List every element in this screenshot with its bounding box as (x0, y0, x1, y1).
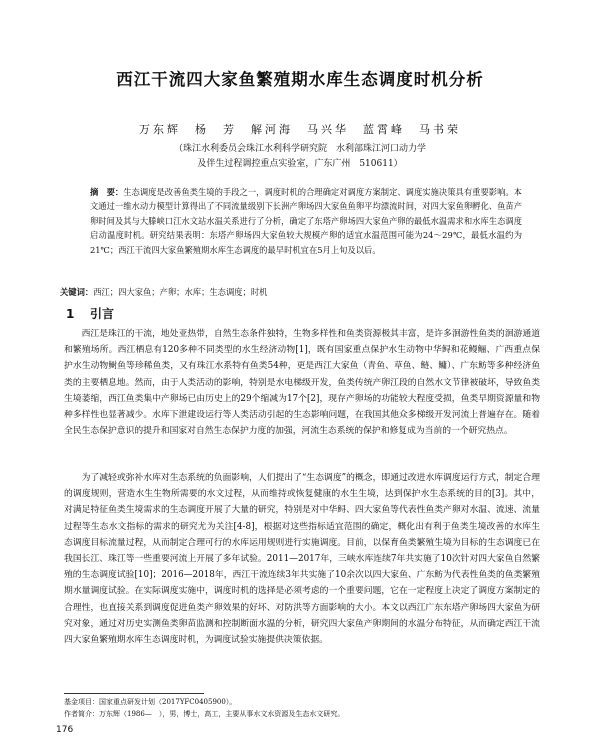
keywords-label: 关键词： (60, 287, 94, 297)
keywords-text: 西江；四大家鱼；产卵；水库；生态调度；时机 (93, 287, 268, 297)
section-number: 1 (66, 307, 75, 321)
keywords (60, 286, 540, 298)
page-number: 176 (56, 725, 74, 735)
footnote-author-bio: 作者简介：万东辉（1986— ），男，博士，高工，主要从事水文水资源及生态水文研究。 (64, 710, 345, 718)
body-paragraph-1: 西江是珠江的干流，地处亚热带，自然生态条件独特，生物多样性和鱼类资源极其丰富，是许多洄游性鱼类的洄游通道和繁殖场所。西江栖息有120多种不同类型的水生经济动物[1]，既有国家重点保护水生动物中华鲟和花鳗鲡、广西重点保护水生动物鲥鱼等珍稀鱼类，又有珠江水系特有鱼类54种，更是西江大家鱼（青鱼、草鱼、鲢、鳙）、广东鲂等多种经济鱼类的主要栖息地。然而，由于人类活动的影响，特别是水电梯级开发，鱼类传统产卵江段的自然水文节律被破坏，导致鱼类生境萎缩，西江鱼类集中产卵场已由历史上的29个缩减为17个[2]，现存产卵场的功能较大程度受损，鱼类早期资源量和物种多样性也显著减少。水库下泄建设运行等人类活动引起的生态影响问题，在我国其他众多梯级开发河流上普遍存在。随着全民生态保护意识的提升和国家对自然生态保护力度的加强，河流生态系统的保护和修复成为当前的一个研究热点。 (64, 329, 540, 437)
author-list: 万东辉 杨 芳 解河海 马兴华 蓝霄峰 马书荣 (139, 123, 461, 136)
body-paragraph-2: 为了减轻或弥补水库对生态系统的负面影响，人们提出了“生态调度”的概念，即通过改进水库调度运行方式，制定合理的调度规则，营造水生生物所需要的水文过程，从而维持或恢复健康的水生生境，达到保护水生态系统的目的[3]。其中，对满足特征鱼类生境需求的生态调度开展了大量的研究，特别是对中华鲟、四大家鱼等代表性鱼类产卵对水温、流速、流量过程等生态水文指标的需求的研究尤为关注[4-8]，根据对这些指标适宜范围的确定，概化出有利于鱼类生境改善的水库生态调度目标流量过程，从而制定合理可行的水库运用规则进行实施调度。目前，以保育鱼类繁殖生境为目标的生态调度已在我国长江、珠江等一些重要河流上开展了多年试验。2011—2017年，三峡水库连续7年共实施了10次针对四大家鱼自然繁殖的生态调度试验[10]；2016—2018年，西江干流连续3年共实施了10余次以四大家鱼、广东鲂为代表性鱼类的鱼类繁殖期水量调度试验。在实际调度实施中，调度时机的选择是必须考虑的一个重要问题，它在一定程度上决定了调度方案制定的合理性，也直接关系到调度促进鱼类产卵效果的好坏、对防洪等方面影响的大小。本文以西江广东东塔产卵场四大家鱼为研究对象，通过对历史实测鱼类卵苗监测和控制断面水温的分析，研究四大家鱼产卵期间的水温分布特征，从而确定西江干流四大家鱼繁殖期水库生态调度时机，为调度试验实施提供决策依据。 (64, 473, 540, 646)
footnote-funding: 基金项目：国家重点研发计划（2017YFC0405900）。 (64, 698, 237, 706)
abstract-label: 摘 要： (90, 187, 124, 197)
footnote-divider (64, 693, 204, 694)
affiliation-line-1: （珠江水利委员会珠江水利科学研究院 水利部珠江河口动力学 (173, 144, 426, 154)
section-title: 引言 (90, 307, 115, 321)
section-heading (66, 305, 114, 322)
abstract (90, 185, 522, 257)
paper-title: 西江干流四大家鱼繁殖期水库生态调度时机分析 (116, 70, 484, 89)
affiliation-line-2: 及伴生过程调控重点实验室，广东广州 510611） (197, 159, 403, 169)
abstract-text: 生态调度是改善鱼类生境的手段之一，调度时机的合理确定对调度方案制定、调度实施决策具有重要影响。本文通过一维水动力模型计算得出了不同流量级别下长洲产卵场四大家鱼鱼卵平均漂流时间，对四大家鱼卵孵化、鱼苗产卵时间及其与大滕峡口江水文站水温关系进行了分析，确定了东塔产卵场四大家鱼产卵的最低水温需求和水库生态调度启动温度时机。研究结果表明：东塔产卵场四大家鱼较大规模产卵的适宜水温范围可能为24～29℃，最低水温约为21℃；西江干流四大家鱼繁殖期水库生态调度的最早时机宜在5月上旬及以后。 (90, 187, 522, 255)
